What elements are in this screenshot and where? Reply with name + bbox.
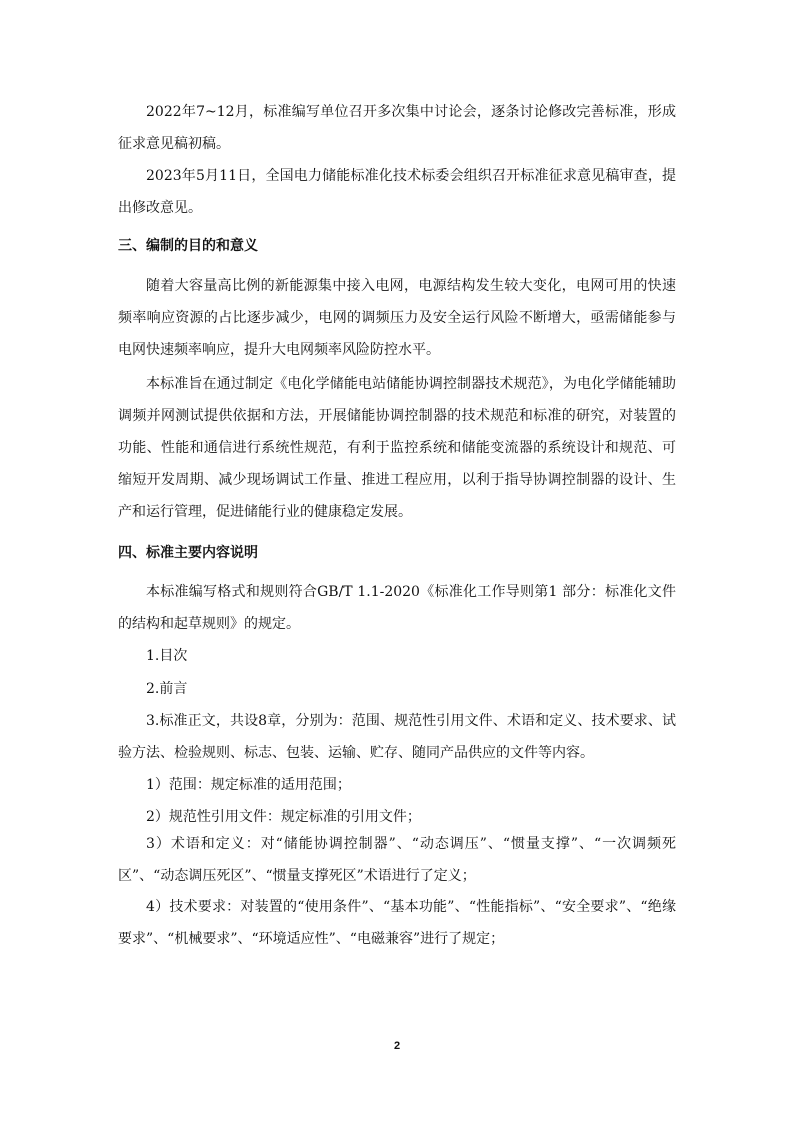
section-heading-purpose: 三、编制的目的和意义 [118, 238, 258, 254]
paragraph-progress-2022: 2022年7~12月，标准编写单位召开多次集中讨论会，逐条讨论修改完善标准，形成征求意见稿初稿。 [118, 104, 676, 152]
list-item-normative-references: 2）规范性引用文件：规定标准的引用文件； [146, 809, 421, 825]
list-item-terms-definitions: 3）术语和定义：对“储能协调控制器”、“动态调压”、“惯量支撑”、“一次调频死区”、“动态调压死区”、“惯量支撑死区”术语进行了定义； [118, 836, 676, 884]
list-item-scope: 1）范围：规定标准的适用范围； [146, 777, 351, 793]
paragraph-format: 本标准编写格式和规则符合GB/T 1.1-2020《标准化工作导则第1 部分：标准化文件的结构和起草规则》的规定。 [118, 584, 676, 632]
list-item-technical-requirements: 4）技术要求：对装置的“使用条件”、“基本功能”、“性能指标”、“安全要求”、“绝缘要求”、“机械要求”、“环境适应性”、“电磁兼容”进行了规定； [118, 899, 676, 947]
section-heading-content: 四、标准主要内容说明 [118, 545, 258, 561]
list-item-foreword: 2.前言 [146, 681, 188, 697]
list-item-main-text: 3.标准正文，共设8章，分别为：范围、规范性引用文件、术语和定义、技术要求、试验方法、检验规则、标志、包装、运输、贮存、随同产品供应的文件等内容。 [118, 713, 676, 761]
paragraph-progress-2023: 2023年5月11日，全国电力储能标准化技术标委会组织召开标准征求意见稿审查，提出修改意见。 [118, 168, 676, 216]
list-item-contents: 1.目次 [146, 648, 188, 664]
page-number: 2 [393, 1040, 401, 1052]
paragraph-background: 随着大容量高比例的新能源集中接入电网，电源结构发生较大变化，电网可用的快速频率响应资源的占比逐步减少，电网的调频压力及安全运行风险不断增大，亟需储能参与电网快速频率响应，提升大电网频率风险防控水平。 [118, 278, 676, 358]
paragraph-purpose: 本标准旨在通过制定《电化学储能电站储能协调控制器技术规范》，为电化学储能辅助调频并网测试提供依据和方法，开展储能协调控制器的技术规范和标准的研究，对装置的功能、性能和通信进行系统性规范，有利于监控系统和储能变流器的系统设计和规范、可缩短开发周期、减少现场调试工作量、推进工程应用，以利于指导协调控制器的设计、生产和运行管理，促进储能行业的健康稳定发展。 [118, 376, 676, 520]
